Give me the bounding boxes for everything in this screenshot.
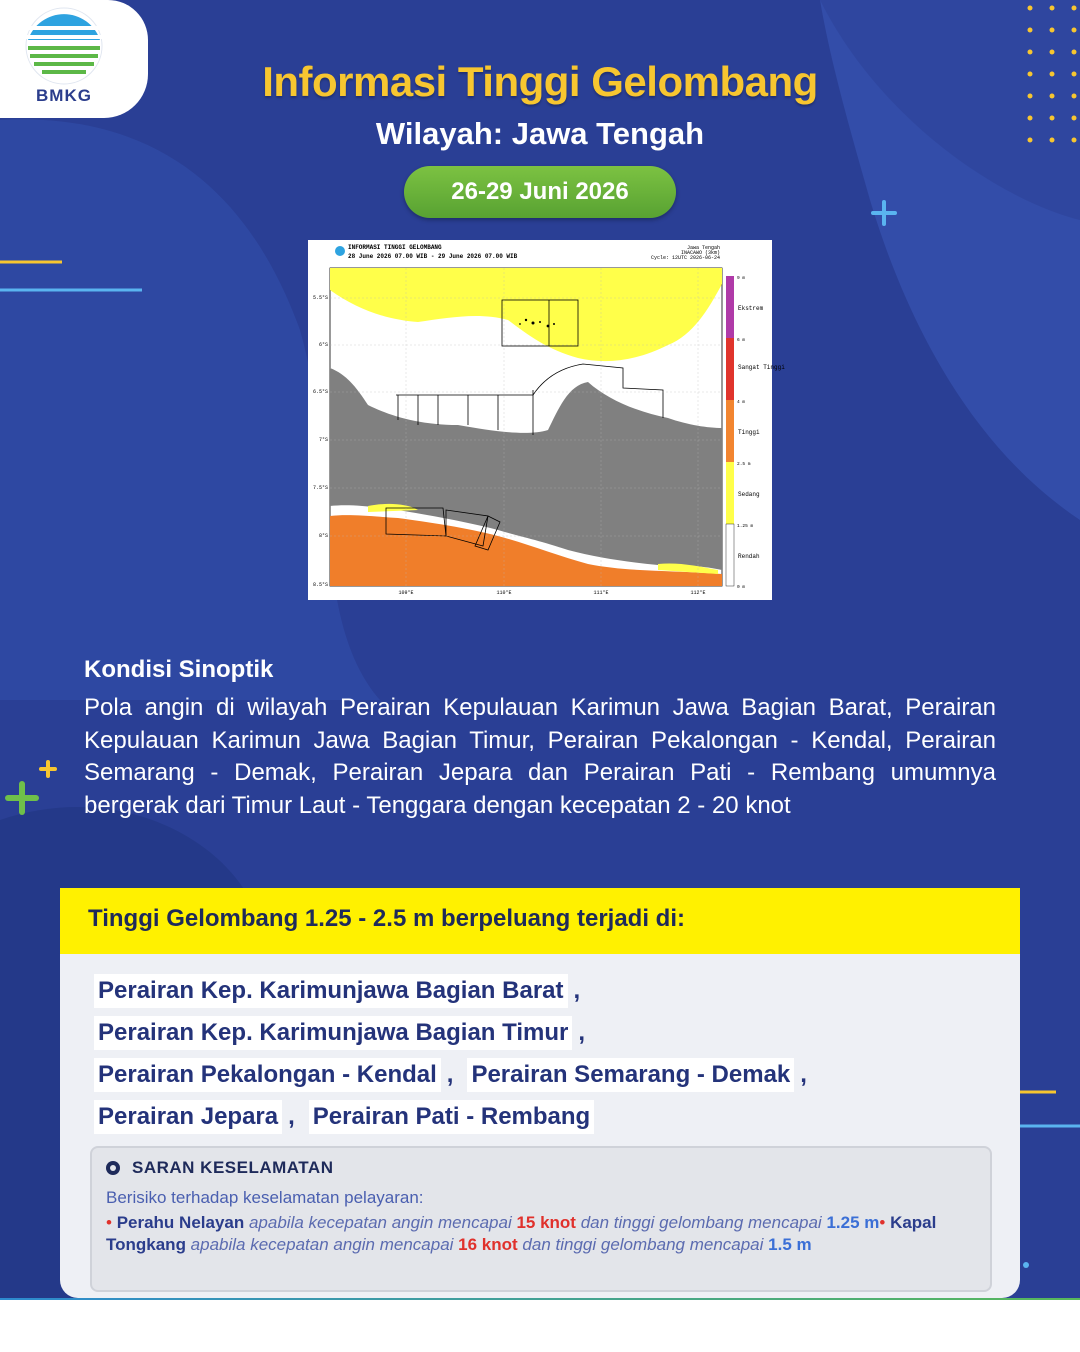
location-row — [94, 970, 994, 1012]
wave-height: 1.25 m — [826, 1213, 880, 1232]
legend-level: 2.5 m — [737, 462, 751, 467]
separator: , — [288, 1103, 295, 1130]
page-title: Informasi Tinggi Gelombang — [262, 58, 818, 105]
safety-intro: Berisiko terhadap keselamatan pelayaran: — [106, 1188, 424, 1207]
separator: , — [578, 1019, 586, 1046]
safety-heading — [106, 1158, 333, 1178]
lat-label: 8°S — [318, 533, 328, 539]
legend-swatch-ekstrem — [726, 276, 734, 338]
map-region-label: Jawa Tengah — [686, 245, 720, 251]
location-item: Perairan Jepara — [94, 1100, 282, 1134]
location-item: Perairan Semarang - Demak — [467, 1058, 794, 1092]
bottom-strip — [0, 1300, 1080, 1352]
lon-label: 111°E — [593, 590, 609, 596]
map-title-line2: 28 June 2026 07.00 WIB - 29 June 2026 07.00 WIB — [348, 253, 518, 260]
legend-category: Ekstrem — [738, 305, 764, 312]
map-plot-area — [330, 268, 722, 586]
legend-category: Sedang — [738, 491, 760, 498]
lat-label: 7°S — [318, 437, 328, 443]
page-subtitle: Wilayah: Jawa Tengah — [375, 116, 705, 151]
vessel-name: Kapal Tongkang — [106, 1213, 937, 1254]
lifebuoy-icon — [106, 1161, 120, 1175]
lat-label: 5.5°S — [312, 295, 328, 301]
legend-swatch-tinggi — [726, 400, 734, 462]
synoptic-text: Pola angin di wilayah Perairan Kepulauan Karimun Jawa Bagian Barat, Perairan Kepulauan Karimun Jawa Bagian Timur, Perairan Pekalongan - Kendal, Perairan Semarang - Demak, Perairan Jepara dan Perairan Pati - Rembang umumnya bergerak dari Timur Laut - Tenggara dengan kecepatan 2 - 20 knot — [84, 694, 996, 819]
location-list — [94, 970, 994, 1138]
separator: , — [446, 1061, 454, 1088]
wave-height: 1.5 m — [768, 1235, 812, 1254]
lon-label: 112°E — [690, 590, 706, 596]
location-row — [94, 1012, 994, 1054]
map-model-label: INACAWO (3km) — [680, 250, 720, 256]
date-range-badge: 26-29 Juni 2026 — [404, 166, 676, 218]
separator: , — [800, 1061, 807, 1088]
wave-height-map — [308, 240, 785, 600]
logo-text: BMKG — [36, 86, 92, 105]
map-lon-labels — [398, 590, 705, 596]
synoptic-title: Kondisi Sinoptik — [84, 656, 274, 683]
location-row — [94, 1054, 994, 1096]
legend-category: Tinggi — [738, 429, 760, 436]
lat-label: 6.5°S — [312, 389, 328, 395]
map-title-line1: INFORMASI TINGGI GELOMBANG — [348, 244, 442, 251]
legend-category: Rendah — [738, 553, 760, 560]
separator: , — [573, 977, 581, 1004]
legend-swatch-sangat-tinggi — [726, 338, 734, 400]
lat-label: 8.5°S — [312, 582, 328, 588]
legend-level: 6 m — [737, 338, 746, 343]
map-cycle-label: Cycle: 12UTC 2026-06-24 — [650, 255, 720, 261]
legend-swatch-rendah — [726, 524, 734, 586]
map-bmkg-icon — [335, 246, 345, 256]
legend-category: Sangat Tinggi — [738, 364, 785, 371]
legend-level: 9 m — [737, 276, 746, 281]
legend-swatch-sedang — [726, 462, 734, 524]
lon-label: 109°E — [398, 590, 414, 596]
location-item: Perairan Kep. Karimunjawa Bagian Barat — [94, 974, 568, 1008]
safety-heading-text: SARAN KESELAMATAN — [132, 1158, 334, 1177]
legend-level: 0 m — [737, 585, 746, 590]
location-item: Perairan Pati - Rembang — [309, 1100, 594, 1134]
wave-info-card — [60, 888, 1020, 1298]
location-row — [94, 1096, 994, 1138]
lon-label: 110°E — [496, 590, 512, 596]
lat-label: 6°S — [318, 342, 328, 348]
wind-speed: 15 knot — [516, 1213, 576, 1232]
safety-body: • Perahu Nelayan apabila kecepatan angin mencapai 15 knot dan tinggi gelombang mencapai 1.25 m• Kapal Tongkang apabila kecepatan angin mencapai 16 knot dan tinggi gelombang mencapai 1.5 m — [106, 1213, 937, 1254]
legend-level: 4 m — [737, 400, 746, 405]
location-item: Perairan Pekalongan - Kendal — [94, 1058, 441, 1092]
wind-speed: 16 knot — [458, 1235, 518, 1254]
safety-advice-box — [90, 1146, 992, 1292]
location-item: Perairan Kep. Karimunjawa Bagian Timur — [94, 1016, 572, 1050]
wave-card-heading: Tinggi Gelombang 1.25 - 2.5 m berpeluang terjadi di: — [60, 888, 1020, 954]
bullet: • — [106, 1213, 112, 1232]
map-lat-labels — [313, 295, 328, 588]
vessel-name: Perahu Nelayan — [116, 1213, 245, 1232]
lat-label: 7.5°S — [312, 485, 328, 491]
legend-level: 1.25 m — [737, 524, 754, 529]
bullet: • — [879, 1213, 886, 1232]
